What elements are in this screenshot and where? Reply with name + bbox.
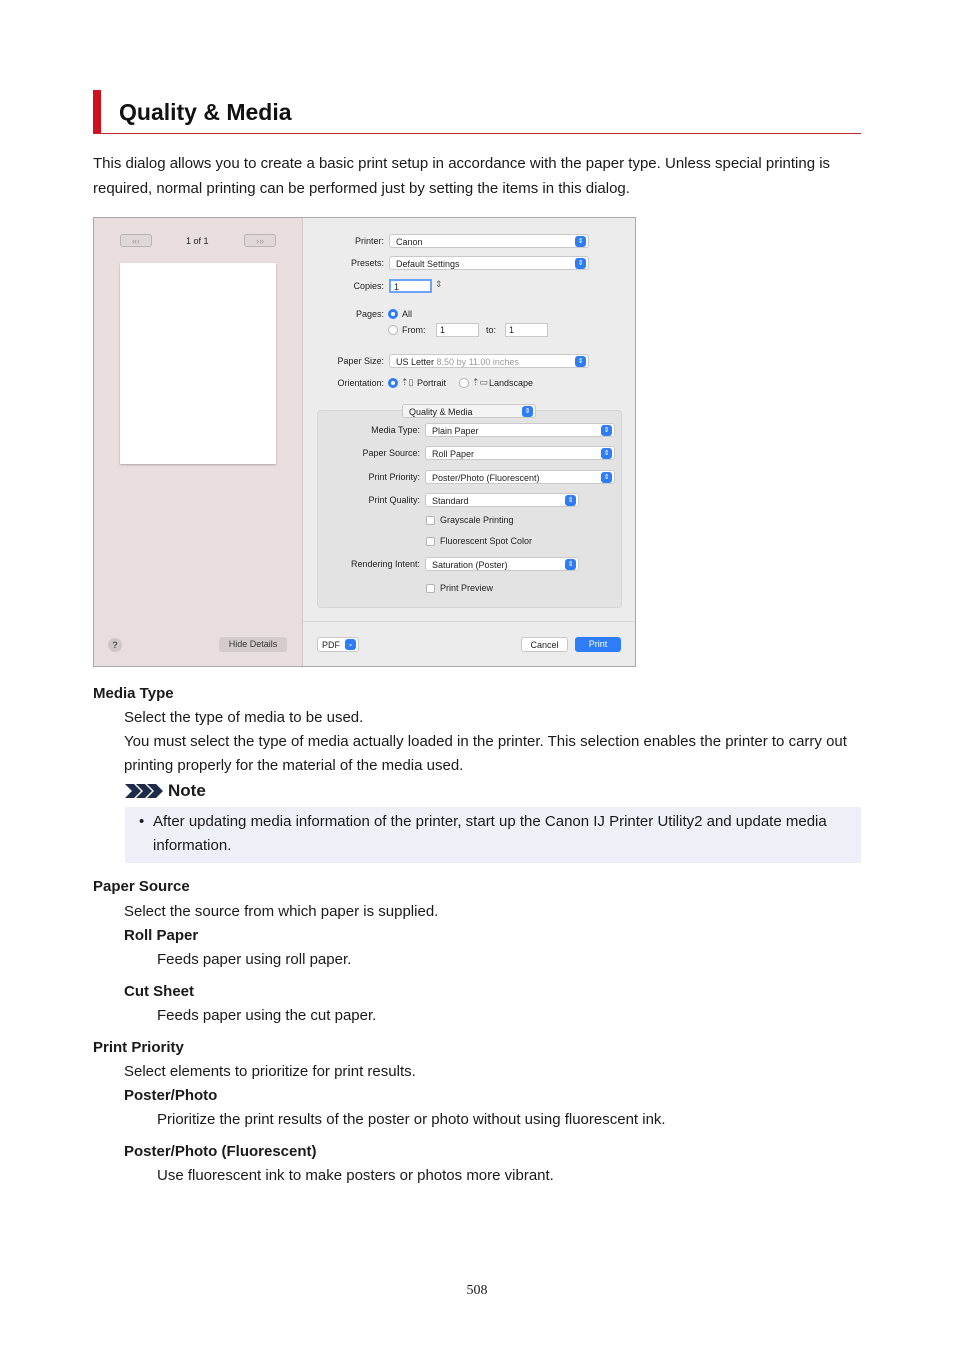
grayscale-label: Grayscale Printing — [440, 515, 514, 525]
printer-label: Printer: — [354, 236, 384, 246]
paper-source-value: Roll Paper — [432, 449, 475, 459]
updown-arrows-icon: ⇕ — [575, 356, 586, 367]
portrait-label: Portrait — [417, 378, 447, 388]
note-bullet: • — [139, 813, 145, 830]
help-button[interactable]: ? — [108, 638, 122, 652]
cut-sheet-text: Feeds paper using the cut paper. — [157, 1007, 377, 1024]
note-heading: Note — [168, 781, 206, 800]
grayscale-checkbox[interactable] — [426, 516, 435, 525]
print-preview-checkbox[interactable] — [426, 584, 435, 593]
page-title: Quality & Media — [119, 99, 292, 125]
pages-all-radio[interactable] — [388, 309, 398, 319]
updown-arrows-icon: ⇕ — [565, 559, 576, 570]
print-priority-heading: Print Priority — [93, 1039, 184, 1056]
landscape-radio[interactable] — [459, 378, 469, 388]
copies-input[interactable]: 1 — [389, 279, 432, 293]
section-title-bar — [93, 90, 861, 134]
media-type-line1: Select the type of media to be used. — [124, 709, 364, 726]
rendering-intent-label: Rendering Intent: — [350, 559, 420, 569]
rendering-intent-select[interactable] — [425, 557, 579, 571]
updown-arrows-icon: ⇕ — [601, 472, 612, 483]
printer-value: Canon — [396, 237, 423, 247]
updown-arrows-icon: ⇕ — [565, 495, 576, 506]
print-priority-label: Print Priority: — [368, 472, 420, 482]
rendering-intent-value: Saturation (Poster) — [432, 560, 508, 570]
poster-photo-fluorescent-text: Use fluorescent ink to make posters or photos more vibrant. — [157, 1167, 554, 1184]
pdf-label: PDF — [322, 640, 340, 650]
presets-value: Default Settings — [396, 259, 460, 269]
portrait-icon: ⇡▯ — [401, 377, 414, 387]
updown-arrows-icon: ⇕ — [601, 425, 612, 436]
pages-label: Pages: — [355, 309, 384, 319]
next-page-icon[interactable]: ›» — [244, 234, 276, 247]
fluorescent-spot-label: Fluorescent Spot Color — [440, 536, 533, 546]
roll-paper-heading: Roll Paper — [124, 927, 199, 944]
poster-photo-heading: Poster/Photo — [124, 1087, 218, 1104]
print-quality-value: Standard — [432, 496, 469, 506]
updown-arrows-icon: ⇕ — [575, 258, 586, 269]
portrait-radio[interactable] — [388, 378, 398, 388]
print-priority-value: Poster/Photo (Fluorescent) — [432, 473, 540, 483]
printer-select[interactable] — [389, 234, 589, 248]
pages-to-label: to: — [486, 325, 497, 335]
panel-value: Quality & Media — [409, 407, 473, 417]
print-preview-label: Print Preview — [440, 583, 494, 593]
fluorescent-spot-checkbox[interactable] — [426, 537, 435, 546]
orientation-label: Orientation: — [337, 378, 384, 388]
preview-pane — [94, 218, 303, 666]
paper-source-heading: Paper Source — [93, 878, 190, 895]
updown-arrows-icon: ⇕ — [522, 406, 533, 417]
paper-source-select[interactable] — [425, 446, 615, 460]
note-text: After updating media information of the printer, start up the Canon IJ Printer Utility2 and update media information. — [153, 813, 827, 854]
pages-all-label: All — [402, 309, 413, 319]
pages-range-radio[interactable] — [388, 325, 398, 335]
prev-page-icon[interactable]: «‹ — [120, 234, 152, 247]
copies-label: Copies: — [353, 281, 384, 291]
cancel-button[interactable]: Cancel — [521, 637, 568, 652]
roll-paper-text: Feeds paper using roll paper. — [157, 951, 352, 968]
media-type-select[interactable] — [425, 423, 615, 437]
pages-from-input[interactable]: 1 — [436, 323, 479, 337]
paper-size-select[interactable] — [389, 354, 589, 368]
paper-source-label: Paper Source: — [362, 448, 420, 458]
media-type-heading: Media Type — [93, 685, 174, 702]
pages-from-label: From: — [402, 325, 426, 335]
intro-paragraph: This dialog allows you to create a basic print setup in accordance with the paper type. Unless special printing is required, normal printing can be performed just by setting the items in this dialog. — [93, 155, 831, 197]
media-type-label: Media Type: — [371, 425, 420, 435]
panel-select[interactable] — [402, 404, 536, 418]
hide-details-button[interactable]: Hide Details — [219, 637, 287, 652]
updown-arrows-icon: ⇕ — [575, 236, 586, 247]
paper-source-line1: Select the source from which paper is supplied. — [124, 903, 439, 920]
print-dialog-screenshot — [93, 217, 636, 667]
landscape-icon: ⇡▭ — [472, 377, 489, 387]
page-count: 1 of 1 — [186, 236, 209, 246]
pdf-button[interactable] — [317, 637, 359, 652]
updown-arrows-icon: ⇕ — [601, 448, 612, 459]
presets-label: Presets: — [350, 258, 384, 268]
title-accent-bar — [93, 90, 101, 133]
cut-sheet-heading: Cut Sheet — [124, 983, 195, 1000]
page-preview — [120, 263, 276, 464]
note-arrows-icon — [125, 783, 163, 799]
paper-size-label: Paper Size: — [337, 356, 384, 366]
chevron-down-icon: ⌄ — [345, 639, 356, 650]
media-type-line2: You must select the type of media actually loaded in the printer. This selection enables the printer to carry out printing properly for the material of the media used. — [124, 733, 847, 774]
media-type-value: Plain Paper — [432, 426, 479, 436]
print-quality-select[interactable] — [425, 493, 579, 507]
poster-photo-fluorescent-heading: Poster/Photo (Fluorescent) — [124, 1143, 317, 1160]
presets-select[interactable] — [389, 256, 589, 270]
pages-to-input[interactable]: 1 — [505, 323, 548, 337]
poster-photo-text: Prioritize the print results of the poster or photo without using fluorescent ink. — [157, 1111, 666, 1128]
landscape-label: Landscape — [489, 378, 534, 388]
print-priority-line1: Select elements to prioritize for print results. — [124, 1063, 416, 1080]
quality-media-group — [317, 410, 622, 608]
paper-size-detail: 8.50 by 11.00 inches — [436, 357, 519, 367]
page-number: 508 — [466, 1283, 488, 1298]
paper-size-value: US Letter — [396, 357, 435, 367]
print-quality-label: Print Quality: — [368, 495, 420, 505]
print-button[interactable]: Print — [575, 637, 621, 652]
note-box — [125, 807, 861, 863]
copies-stepper-icon[interactable]: ⇕ — [435, 279, 443, 289]
print-priority-select[interactable] — [425, 470, 615, 484]
